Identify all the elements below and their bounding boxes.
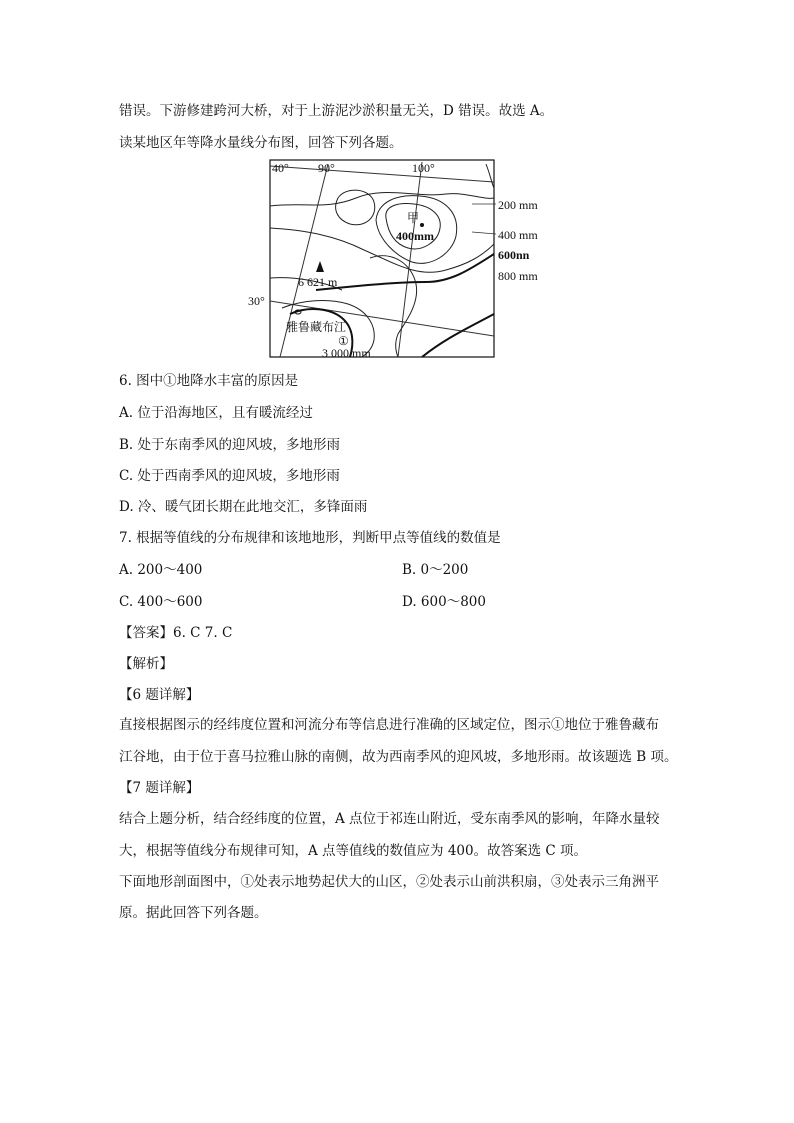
label-800mm: 800 mm — [498, 269, 538, 283]
label-lat-30: 30° — [248, 294, 265, 308]
detail-7-heading: 【7 题详解】 — [119, 780, 200, 796]
option-7d: D. 600～800 — [402, 594, 486, 610]
detail-6-heading: 【6 题详解】 — [119, 687, 200, 703]
label-lon-40: 40° — [272, 161, 289, 175]
label-circle-1: ① — [338, 334, 349, 348]
detail-7-line-1: 结合上题分析，结合经纬度的位置，A 点位于祁连山附近，受东南季风的影响，年降水量较 — [119, 811, 660, 827]
option-7c: C. 400～600 — [119, 594, 203, 610]
analysis-heading: 【解析】 — [119, 656, 173, 672]
option-7b: B. 0～200 — [402, 562, 469, 578]
label-river: 雅鲁藏布江 — [286, 320, 347, 334]
option-6c: C. 处于西南季风的迎风坡，多地形雨 — [119, 468, 340, 484]
next-intro-line-1: 下面地形剖面图中，①处表示地势起伏大的山区，②处表示山前洪积扇，③处表示三角洲平 — [119, 874, 659, 890]
option-7a: A. 200～400 — [119, 562, 203, 578]
label-200mm: 200 mm — [498, 198, 538, 212]
question-7: 7. 根据等值线的分布规律和该地地形，判断甲点等值线的数值是 — [119, 530, 501, 546]
detail-6-line-1: 直接根据图示的经纬度位置和河流分布等信息进行准确的区域定位，图示①地位于雅鲁藏布 — [119, 717, 659, 733]
question-6: 6. 图中①地降水丰富的原因是 — [119, 373, 299, 389]
label-400mm: 400 mm — [498, 228, 538, 242]
point-jia — [420, 223, 424, 227]
detail-6-line-2: 江谷地，由于位于喜马拉雅山脉的南侧，故为西南季风的迎风坡，多地形雨。故该题选 B 项。 — [119, 749, 678, 765]
isohyet-map-svg — [246, 158, 550, 360]
option-6b: B. 处于东南季风的迎风坡，多地形雨 — [119, 437, 341, 453]
label-3000mm: 3 000 mm — [322, 346, 371, 360]
option-6a: A. 位于沿海地区，且有暖流经过 — [119, 405, 313, 421]
text-line: 错误。下游修建跨河大桥，对于上游泥沙淤积量无关，D 错误。故选 A。 — [119, 103, 554, 119]
precipitation-map — [246, 158, 550, 360]
label-lon-90: 90° — [318, 161, 335, 175]
answer-line: 【答案】6. C 7. C — [119, 625, 233, 641]
label-peak: 6 621 m — [298, 275, 338, 289]
label-jia: 甲 — [407, 211, 420, 225]
label-lon-100: 100° — [412, 161, 435, 175]
label-600mm: 600nn — [498, 248, 530, 262]
detail-7-line-2: 大，根据等值线分布规律可知，A 点等值线的数值应为 400。故答案选 C 项。 — [119, 843, 588, 859]
intro-line: 读某地区年等降水量线分布图，回答下列各题。 — [119, 135, 403, 151]
label-jia-value: 400mm — [396, 229, 434, 243]
option-6d: D. 冷、暖气团长期在此地交汇，多锋面雨 — [119, 499, 368, 515]
next-intro-line-2: 原。据此回答下列各题。 — [119, 905, 268, 921]
